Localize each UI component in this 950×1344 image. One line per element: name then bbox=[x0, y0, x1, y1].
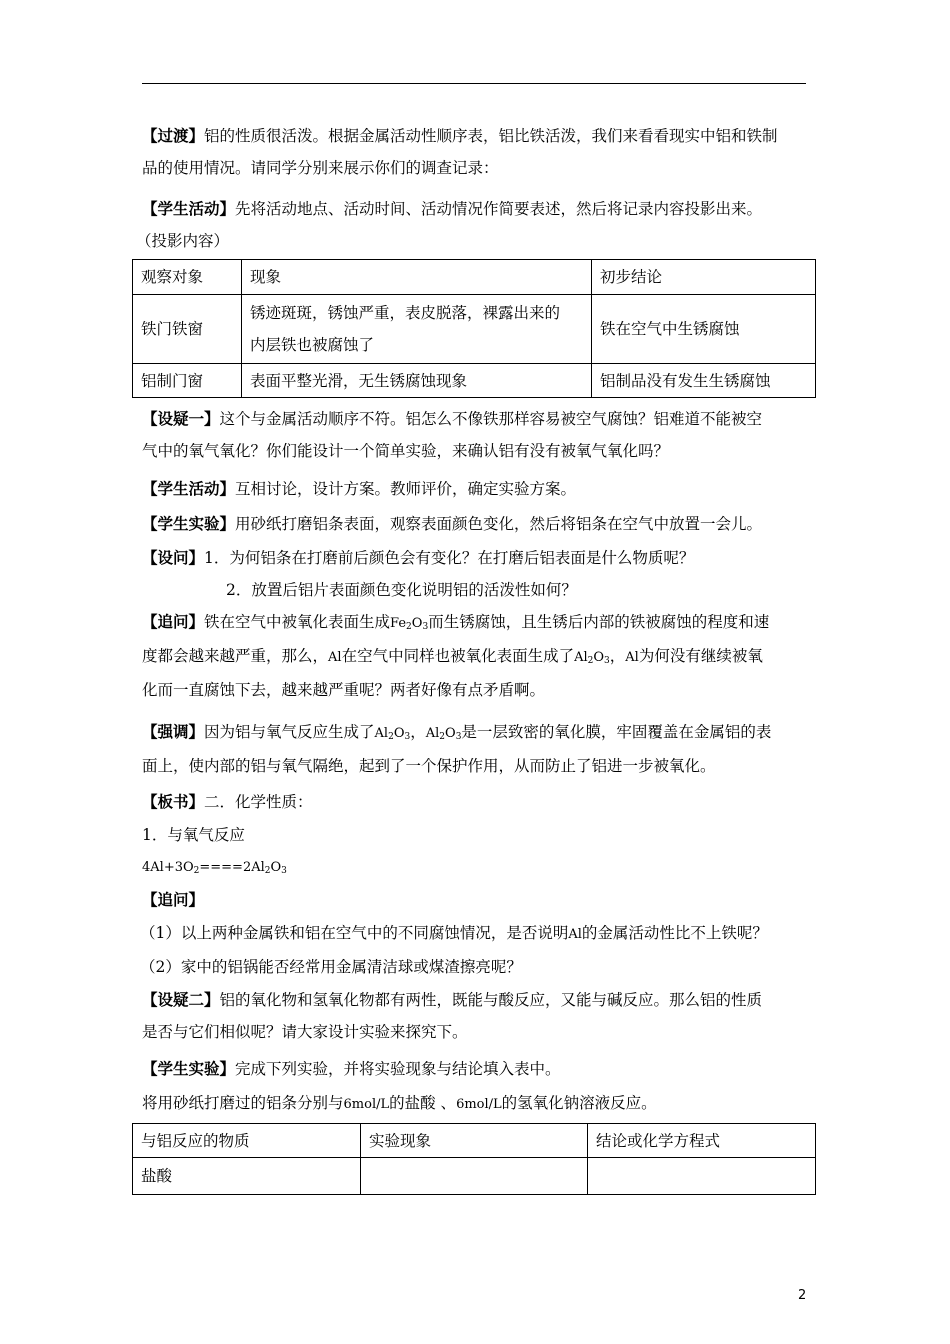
table-header-cell: 初步结论 bbox=[592, 260, 816, 295]
table-cell: 铝制品没有发生生锈腐蚀 bbox=[592, 364, 816, 398]
paragraph-board-notes: 【板书】二．化学性质： bbox=[142, 793, 313, 811]
header-rule bbox=[142, 83, 806, 84]
paragraph-follow-up-2: 【追问】 bbox=[142, 891, 205, 909]
table-cell bbox=[361, 1158, 588, 1195]
paragraph-follow-up-1: 【追问】铁在空气中被氧化表面生成$Fe_2O_3$而生锈腐蚀，且生锈后内部的铁被腐蚀的程度和速 度都会越来越严重，那么，Al在空气中同样也被氧化表面生成了$Al_2O_3$，Al为何没有继续被氧 化而一直腐蚀下去，越来越严重呢？两者好像有点矛盾啊。 bbox=[142, 613, 770, 699]
paragraph-student-activity-1: 【学生活动】先将活动地点、活动时间、活动情况作简要表述，然后将记录内容投影出来。 （投影内容） bbox=[136, 200, 763, 250]
table-row bbox=[133, 364, 816, 398]
table-cell: 表面平整光滑，无生锈腐蚀现象 bbox=[242, 364, 592, 398]
paragraph-question: 【设问】1．为何铝条在打磨前后颜色会有变化？在打磨后铝表面是什么物质呢？ 2．放置后铝片表面颜色变化说明铝的活泼性如何？ bbox=[142, 549, 695, 599]
page-number: 2 bbox=[798, 1288, 807, 1303]
table-header-cell: 实验现象 bbox=[361, 1124, 588, 1158]
table-cell: 铁在空气中生锈腐蚀 bbox=[592, 295, 816, 364]
table-row bbox=[133, 1158, 816, 1195]
follow-up-question-1: （1）以上两种金属铁和铝在空气中的不同腐蚀情况，是否说明Al的金属活动性比不上铁呢？ bbox=[140, 924, 768, 942]
paragraph-experiment-instruction: 将用砂纸打磨过的铝条分别与6mol/L的盐酸 、6mol/L的氢氧化钠溶液反应。 bbox=[142, 1094, 657, 1112]
table-row bbox=[133, 1124, 816, 1158]
table-header-cell: 现象 bbox=[242, 260, 592, 295]
table-header-cell: 结论或化学方程式 bbox=[588, 1124, 816, 1158]
table-cell: 铝制门窗 bbox=[133, 364, 242, 398]
paragraph-student-activity-2: 【学生活动】互相讨论，设计方案。教师评价，确定实验方案。 bbox=[142, 480, 577, 498]
paragraph-doubt-2: 【设疑二】铝的氧化物和氢氧化物都有两性，既能与酸反应，又能与碱反应。那么铝的性质 是否与它们相似呢？请大家设计实验来探究下。 bbox=[142, 991, 763, 1041]
observation-table bbox=[132, 259, 816, 398]
table-cell: 盐酸 bbox=[133, 1158, 361, 1195]
table-cell: 锈迹斑斑，锈蚀严重，表皮脱落，裸露出来的 内层铁也被腐蚀了 bbox=[242, 295, 592, 364]
paragraph-student-experiment-2: 【学生实验】完成下列实验，并将实验现象与结论填入表中。 bbox=[142, 1060, 561, 1078]
table-row bbox=[133, 295, 816, 364]
follow-up-question-2: （2）家中的铝锅能否经常用金属清洁球或煤渣擦亮呢？ bbox=[140, 958, 522, 976]
experiment-table bbox=[132, 1123, 816, 1195]
table-header-cell: 观察对象 bbox=[133, 260, 242, 295]
paragraph-emphasis: 【强调】因为铝与氧气反应生成了$Al_2O_3$，$Al_2O_3$是一层致密的氧化膜，牢固覆盖在金属铝的表 面上，使内部的铝与氧气隔绝，起到了一个保护作用，从而防止了铝进一步被氧化。 bbox=[142, 723, 772, 775]
paragraph-student-experiment-1: 【学生实验】用砂纸打磨铝条表面，观察表面颜色变化，然后将铝条在空气中放置一会儿。 bbox=[142, 515, 763, 533]
paragraph-transition: 【过渡】铝的性质很活泼。根据金属活动性顺序表，铝比铁活泼，我们来看看现实中铝和铁制 品的使用情况。请同学分别来展示你们的调查记录： bbox=[142, 127, 778, 177]
chemical-equation: $4Al+3O_2====2Al_2O_3$ bbox=[142, 860, 287, 876]
table-cell bbox=[588, 1158, 816, 1195]
table-cell: 铁门铁窗 bbox=[133, 295, 242, 364]
paragraph-doubt-1: 【设疑一】这个与金属活动顺序不符。铝怎么不像铁那样容易被空气腐蚀？铝难道不能被空 气中的氧气氧化？你们能设计一个简单实验，来确认铝有没有被氧气氧化吗？ bbox=[142, 410, 763, 460]
table-header-cell: 与铝反应的物质 bbox=[133, 1124, 361, 1158]
section-oxygen-reaction: 1．与氧气反应 bbox=[142, 826, 245, 844]
table-row bbox=[133, 260, 816, 295]
